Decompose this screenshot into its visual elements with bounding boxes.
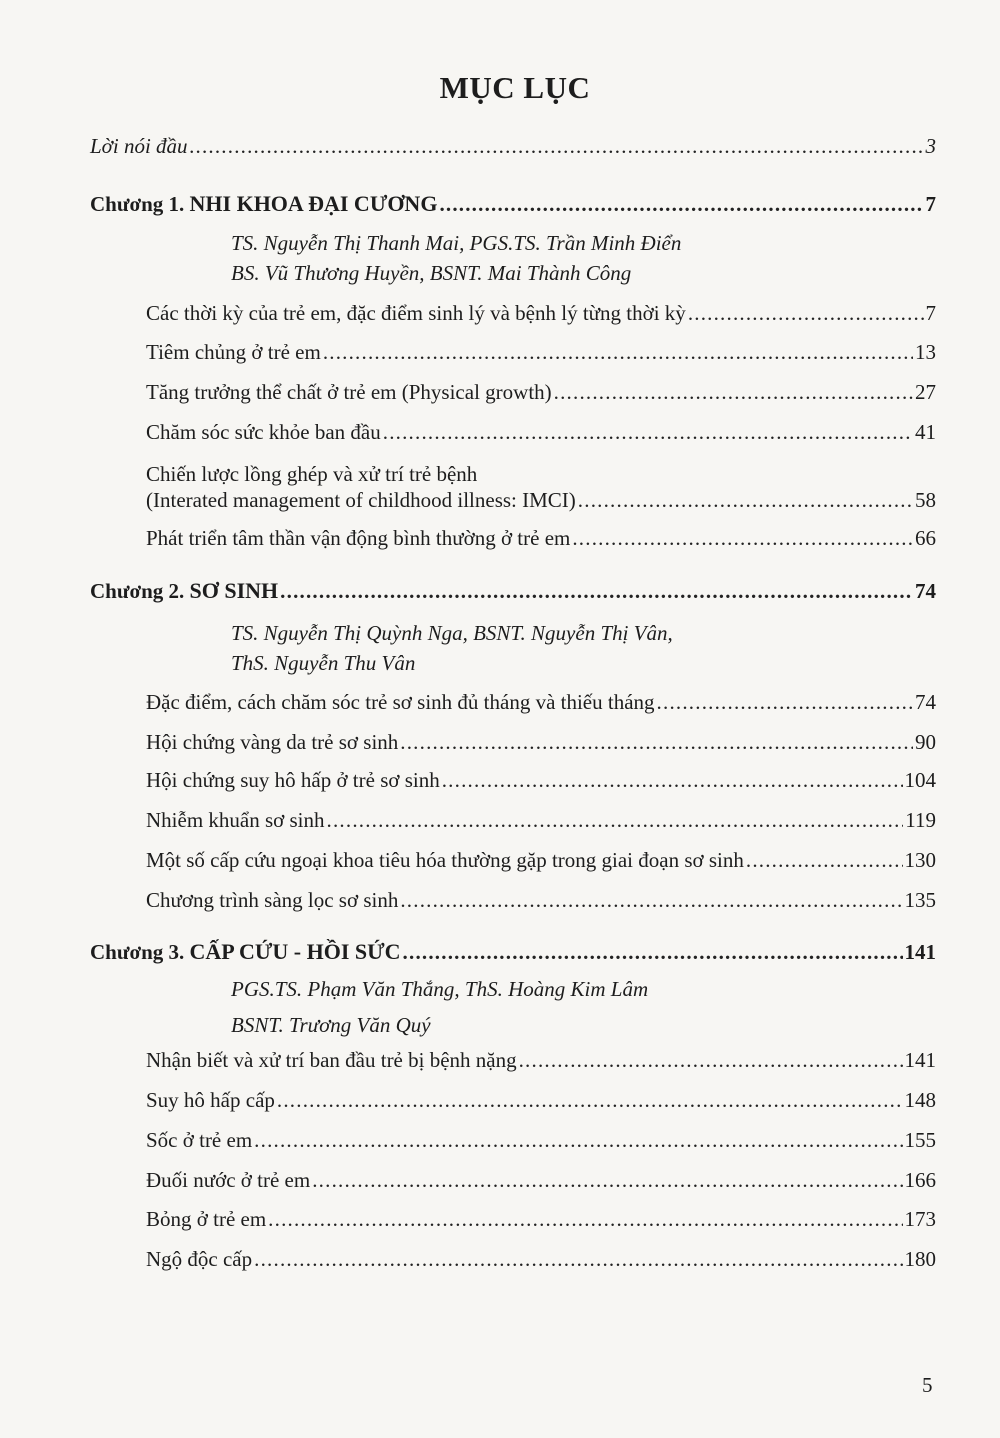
toc-entry-page: 166 <box>904 1168 936 1192</box>
dot-leader <box>400 729 913 755</box>
toc-entry-page: 119 <box>905 808 936 832</box>
toc-entry-title: Hội chứng suy hô hấp ở trẻ sơ sinh <box>146 768 440 792</box>
chapter-title: Chương 1. NHI KHOA ĐẠI CƯƠNG <box>90 191 438 216</box>
toc-entry <box>146 1047 936 1073</box>
toc-entry-title: Lời nói đầu <box>90 134 188 158</box>
toc-entry-page: 173 <box>904 1207 936 1231</box>
toc-entry-title: Sốc ở trẻ em <box>146 1128 253 1152</box>
dot-leader <box>383 419 913 445</box>
toc-entry-page: 148 <box>904 1088 936 1112</box>
dot-leader <box>572 525 913 551</box>
toc-entry <box>146 379 936 405</box>
toc-entry <box>146 1127 936 1153</box>
toc-entry <box>146 487 936 513</box>
toc-entry-page: 41 <box>915 420 936 444</box>
dot-leader <box>657 689 913 715</box>
toc-entry-title: Đuối nước ở trẻ em <box>146 1168 311 1192</box>
page-number: 5 <box>922 1373 933 1397</box>
toc-entry-title: Đặc điểm, cách chăm sóc trẻ sơ sinh đủ tháng và thiếu tháng <box>146 690 655 714</box>
toc-entry-title-line1: Chiến lược lồng ghép và xử trí trẻ bệnh <box>146 462 478 486</box>
dot-leader <box>746 847 903 873</box>
dot-leader <box>442 767 903 793</box>
toc-entry-title: Nhận biết và xử trí ban đầu trẻ bị bệnh nặng <box>146 1048 517 1072</box>
chapter-title: Chương 3. CẤP CỨU - HỒI SỨC <box>90 939 401 964</box>
toc-entry <box>146 1246 936 1272</box>
toc-entry <box>146 525 936 551</box>
chapter-heading <box>90 578 936 604</box>
toc-entry-page: 104 <box>904 768 936 792</box>
toc-entry-title: Suy hô hấp cấp <box>146 1088 275 1112</box>
dot-leader <box>277 1087 903 1113</box>
toc-entry-page: 130 <box>904 848 936 872</box>
chapter-page: 7 <box>925 192 936 216</box>
page-title: MỤC LỤC <box>439 70 591 105</box>
dot-leader <box>190 133 924 159</box>
dot-leader <box>439 191 923 217</box>
toc-entry-page: 135 <box>904 888 936 912</box>
toc-entry-title: Hội chứng vàng da trẻ sơ sinh <box>146 730 399 754</box>
toc-entry-page: 90 <box>915 730 936 754</box>
chapter-authors: ThS. Nguyễn Thu Vân <box>231 651 416 675</box>
toc-entry-title: Một số cấp cứu ngoại khoa tiêu hóa thường gặp trong giai đoạn sơ sinh <box>146 848 744 872</box>
toc-entry <box>146 689 936 715</box>
toc-entry <box>146 1167 936 1193</box>
toc-entry-page: 7 <box>925 301 936 325</box>
dot-leader <box>312 1167 902 1193</box>
dot-leader <box>254 1127 902 1153</box>
toc-entry-title: Phát triển tâm thần vận động bình thường ở trẻ em <box>146 526 571 550</box>
dot-leader <box>578 487 913 513</box>
dot-leader <box>323 339 913 365</box>
toc-entry-title: Chương trình sàng lọc sơ sinh <box>146 888 399 912</box>
toc-entry-page: 74 <box>915 690 936 714</box>
toc-entry-title: Ngộ độc cấp <box>146 1247 253 1271</box>
toc-entry-page: 155 <box>904 1128 936 1152</box>
dot-leader <box>327 807 904 833</box>
toc-entry-page: 27 <box>915 380 936 404</box>
chapter-authors: TS. Nguyễn Thị Thanh Mai, PGS.TS. Trần Minh Điển <box>231 231 682 255</box>
chapter-page: 74 <box>915 579 936 603</box>
toc-entry-preface <box>90 133 936 159</box>
toc-entry-page: 66 <box>915 526 936 550</box>
dot-leader <box>688 300 924 326</box>
chapter-title: Chương 2. SƠ SINH <box>90 578 279 603</box>
dot-leader <box>403 939 903 965</box>
chapter-heading <box>90 191 936 217</box>
toc-entry-page: 58 <box>915 488 936 512</box>
toc-entry-title: Nhiễm khuẩn sơ sinh <box>146 808 325 832</box>
toc-entry-page: 180 <box>904 1247 936 1271</box>
toc-entry <box>146 767 936 793</box>
dot-leader <box>519 1047 903 1073</box>
chapter-page: 141 <box>904 940 936 964</box>
toc-entry <box>146 807 936 833</box>
dot-leader <box>268 1206 902 1232</box>
toc-entry <box>146 1087 936 1113</box>
toc-entry <box>146 300 936 326</box>
toc-entry-page: 3 <box>925 134 936 158</box>
toc-entry-page: 13 <box>915 340 936 364</box>
chapter-authors: TS. Nguyễn Thị Quỳnh Nga, BSNT. Nguyễn Thị Vân, <box>231 621 673 645</box>
toc-entry-title: Các thời kỳ của trẻ em, đặc điểm sinh lý và bệnh lý từng thời kỳ <box>146 301 686 325</box>
toc-entry <box>146 847 936 873</box>
toc-entry <box>146 887 936 913</box>
chapter-authors: PGS.TS. Phạm Văn Thắng, ThS. Hoàng Kim Lâm <box>231 977 649 1001</box>
toc-entry-title: Tiêm chủng ở trẻ em <box>146 340 321 364</box>
toc-entry-title: Bỏng ở trẻ em <box>146 1207 267 1231</box>
toc-entry-title-line2: (Interated management of childhood illness: IMCI) <box>146 488 576 512</box>
toc-entry <box>146 1206 936 1232</box>
toc-entry-title: Chăm sóc sức khỏe ban đầu <box>146 420 381 444</box>
chapter-authors: BS. Vũ Thương Huyền, BSNT. Mai Thành Công <box>231 261 632 285</box>
toc-entry <box>146 339 936 365</box>
chapter-heading <box>90 939 936 965</box>
toc-entry-title: Tăng trưởng thể chất ở trẻ em (Physical growth) <box>146 380 552 404</box>
chapter-authors: BSNT. Trương Văn Quý <box>231 1013 431 1037</box>
dot-leader <box>400 887 902 913</box>
dot-leader <box>280 578 913 604</box>
toc-entry <box>146 419 936 445</box>
toc-entry <box>146 729 936 755</box>
toc-entry-page: 141 <box>904 1048 936 1072</box>
dot-leader <box>554 379 913 405</box>
dot-leader <box>254 1246 902 1272</box>
